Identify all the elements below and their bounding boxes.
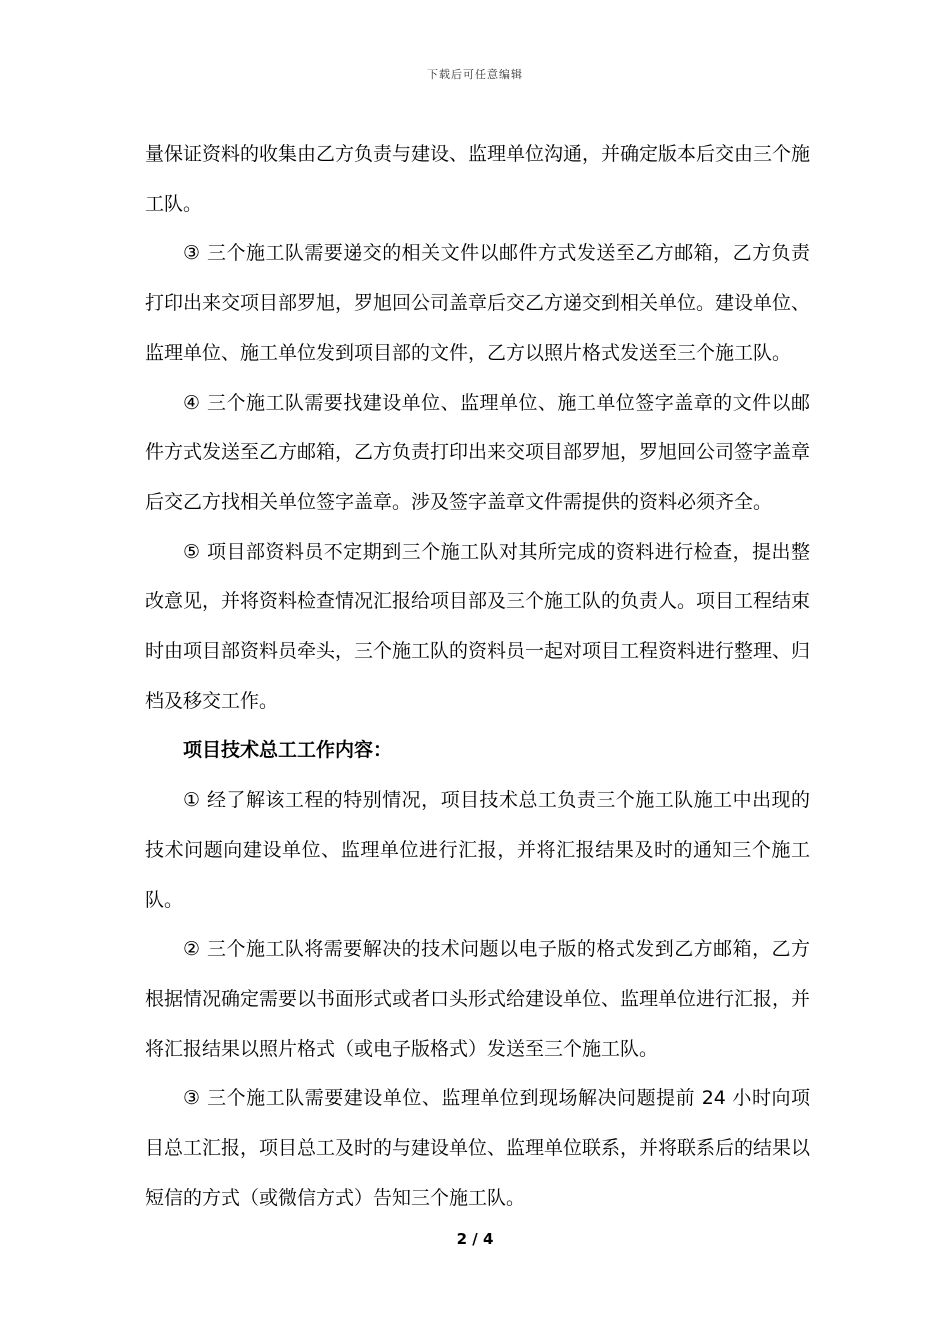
document-body bbox=[145, 130, 810, 1223]
body-paragraph: ③ 三个施工队需要递交的相关文件以邮件方式发送至乙方邮箱，乙方负责打印出来交项目部罗旭，罗旭回公司盖章后交乙方递交到相关单位。建设单位、监理单位、施工单位发到项目部的文件，乙方以照片格式发送至三个施工队。 bbox=[145, 242, 811, 364]
body-paragraph: ④ 三个施工队需要找建设单位、监理单位、施工单位签字盖章的文件以邮件方式发送至乙方邮箱，乙方负责打印出来交项目部罗旭，罗旭回公司签字盖章后交乙方找相关单位签字盖章。涉及签字盖章文件需提供的资料必须齐全。 bbox=[145, 391, 811, 513]
page-number: 2 / 4 bbox=[456, 1230, 494, 1248]
body-paragraph: ③ 三个施工队需要建设单位、监理单位到现场解决问题提前 24 小时向项目总工汇报，项目总工及时的与建设单位、监理单位联系，并将联系后的结果以短信的方式（或微信方式）告知三个施工队。 bbox=[145, 1087, 811, 1209]
body-paragraph: ② 三个施工队将需要解决的技术问题以电子版的格式发到乙方邮箱，乙方根据情况确定需要以书面形式或者口头形式给建设单位、监理单位进行汇报，并将汇报结果以照片格式（或电子版格式）发送至三个施工队。 bbox=[145, 938, 811, 1060]
body-paragraph: 量保证资料的收集由乙方负责与建设、监理单位沟通，并确定版本后交由三个施工队。 bbox=[145, 143, 811, 215]
section-heading: 项目技术总工工作内容： bbox=[183, 739, 393, 762]
body-paragraph: ① 经了解该工程的特别情况，项目技术总工负责三个施工队施工中出现的技术问题向建设单位、监理单位进行汇报，并将汇报结果及时的通知三个施工队。 bbox=[145, 789, 810, 911]
page-header: 下载后可任意编辑 bbox=[427, 68, 523, 81]
body-paragraph: ⑤ 项目部资料员不定期到三个施工队对其所完成的资料进行检查，提出整改意见，并将资料检查情况汇报给项目部及三个施工队的负责人。项目工程结束时由项目部资料员牵头，三个施工队的资料员一起对项目工程资料进行整理、归档及移交工作。 bbox=[145, 540, 811, 712]
